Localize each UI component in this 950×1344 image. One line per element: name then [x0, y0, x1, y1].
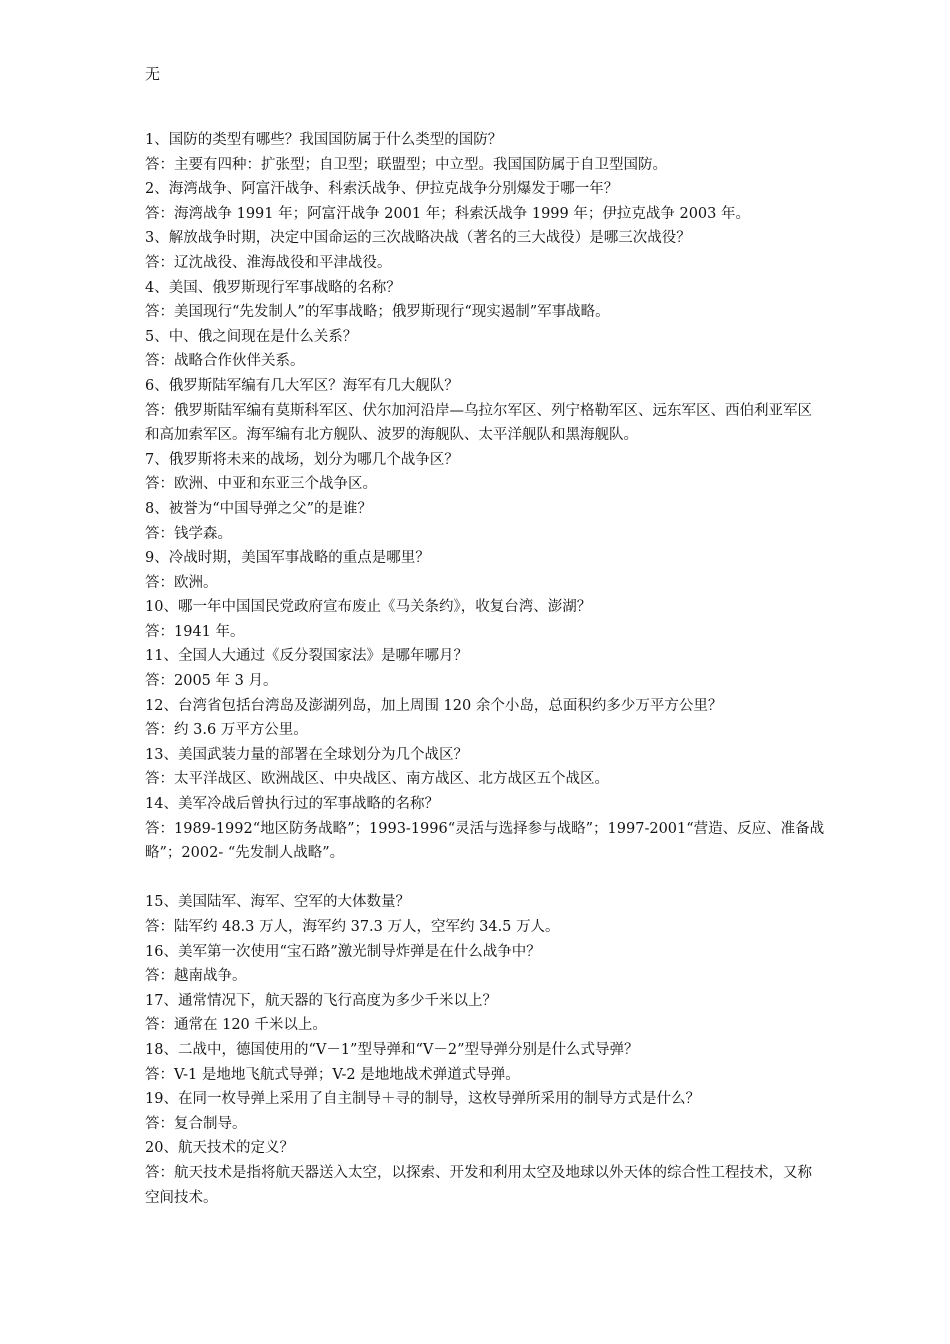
answer-1: 答：主要有四种：扩张型；自卫型；联盟型；中立型。我国国防属于自卫型国防。	[145, 156, 667, 173]
answer-19: 答：复合制导。	[145, 1115, 247, 1132]
page-header: 无	[145, 65, 161, 83]
question-18: 18、二战中，德国使用的“V－1”型导弹和“V－2”型导弹分别是什么式导弹？	[145, 1041, 639, 1058]
question-17: 17、通常情况下，航天器的飞行高度为多少千米以上？	[145, 992, 497, 1009]
question-7: 7、俄罗斯将未来的战场，划分为哪几个战争区？	[145, 451, 459, 468]
answer-16: 答：越南战争。	[145, 968, 247, 985]
question-20: 20、航天技术的定义？	[145, 1140, 294, 1157]
document-page	[145, 62, 825, 1210]
answer-4: 答：美国现行“先发制人”的军事战略；俄罗斯现行“现实遏制”军事战略。	[145, 304, 610, 321]
question-15: 15、美国陆军、海军、空军的大体数量？	[145, 894, 410, 911]
question-1: 1、国防的类型有哪些？我国国防属于什么类型的国防？	[145, 132, 503, 148]
question-16: 16、美军第一次使用“宝石路”激光制导炸弹是在什么战争中？	[145, 943, 541, 960]
answer-2: 答：海湾战争 1991 年；阿富汗战争 2001 年；科索沃战争 1999 年；伊拉克战争 2003 年。	[145, 205, 750, 222]
answer-5: 答：战略合作伙伴关系。	[145, 353, 305, 370]
answer-20: 答：航天技术是指将航天器送入太空，以探索、开发和利用太空及地球以外天体的综合性工程技术，又称空间技术。	[145, 1164, 812, 1206]
answer-17: 答：通常在 120 千米以上。	[145, 1017, 327, 1034]
question-3: 3、解放战争时期，决定中国命运的三次战略决战（著名的三大战役）是哪三次战役？	[145, 230, 691, 247]
question-8: 8、被誉为“中国导弹之父”的是谁？	[145, 500, 373, 517]
answer-12: 答：约 3.6 万平方公里。	[145, 722, 308, 739]
question-19: 19、在同一枚导弹上采用了自主制导＋寻的制导，这枚导弹所采用的制导方式是什么？	[145, 1091, 700, 1108]
question-12: 12、台湾省包括台湾岛及澎湖列岛，加上周围 120 余个小岛，总面积约多少万平方公里？	[145, 697, 723, 714]
answer-18: 答：V-1 是地地飞航式导弹；V-2 是地地战术弹道式导弹。	[145, 1066, 520, 1083]
answer-15: 答：陆军约 48.3 万人，海军约 37.3 万人，空军约 34.5 万人。	[145, 919, 560, 935]
question-10: 10、哪一年中国国民党政府宣布废止《马关条约》，收复台湾、澎湖？	[145, 599, 592, 616]
question-6: 6、俄罗斯陆军编有几大军区？海军有几大舰队？	[145, 377, 459, 394]
answer-13: 答：太平洋战区、欧洲战区、中央战区、南方战区、北方战区五个战区。	[145, 771, 609, 788]
question-11: 11、全国人大通过《反分裂国家法》是哪年哪月？	[145, 648, 468, 665]
answer-9: 答：欧洲。	[145, 574, 218, 591]
paragraph-gap	[145, 866, 825, 891]
question-2: 2、海湾战争、阿富汗战争、科索沃战争、伊拉克战争分别爆发于哪一年？	[145, 181, 619, 198]
question-9: 9、冷战时期，美国军事战略的重点是哪里？	[145, 550, 430, 567]
answer-7: 答：欧洲、中亚和东亚三个战争区。	[145, 476, 377, 493]
question-14: 14、美军冷战后曾执行过的军事战略的名称？	[145, 796, 439, 813]
answer-6: 答：俄罗斯陆军编有莫斯科军区、伏尔加河沿岸—乌拉尔军区、列宁格勒军区、远东军区、西伯利亚军区和高加索军区。海军编有北方舰队、波罗的海舰队、太平洋舰队和黑海舰队。	[145, 402, 812, 444]
answer-11: 答：2005 年 3 月。	[145, 673, 278, 690]
answer-8: 答：钱学森。	[145, 525, 232, 542]
answer-3: 答：辽沈战役、淮海战役和平津战役。	[145, 254, 392, 271]
qa-list	[145, 128, 825, 1210]
answer-14: 答：1989-1992“地区防务战略”；1993-1996“灵活与选择参与战略”；1997-2001“营造、反应、准备战略”；2002- “先发制人战略”。	[145, 820, 825, 862]
answer-10: 答：1941 年。	[145, 623, 245, 640]
question-4: 4、美国、俄罗斯现行军事战略的名称？	[145, 279, 401, 296]
question-13: 13、美国武装力量的部署在全球划分为几个战区？	[145, 746, 468, 763]
question-5: 5、中、俄之间现在是什么关系？	[145, 328, 358, 345]
